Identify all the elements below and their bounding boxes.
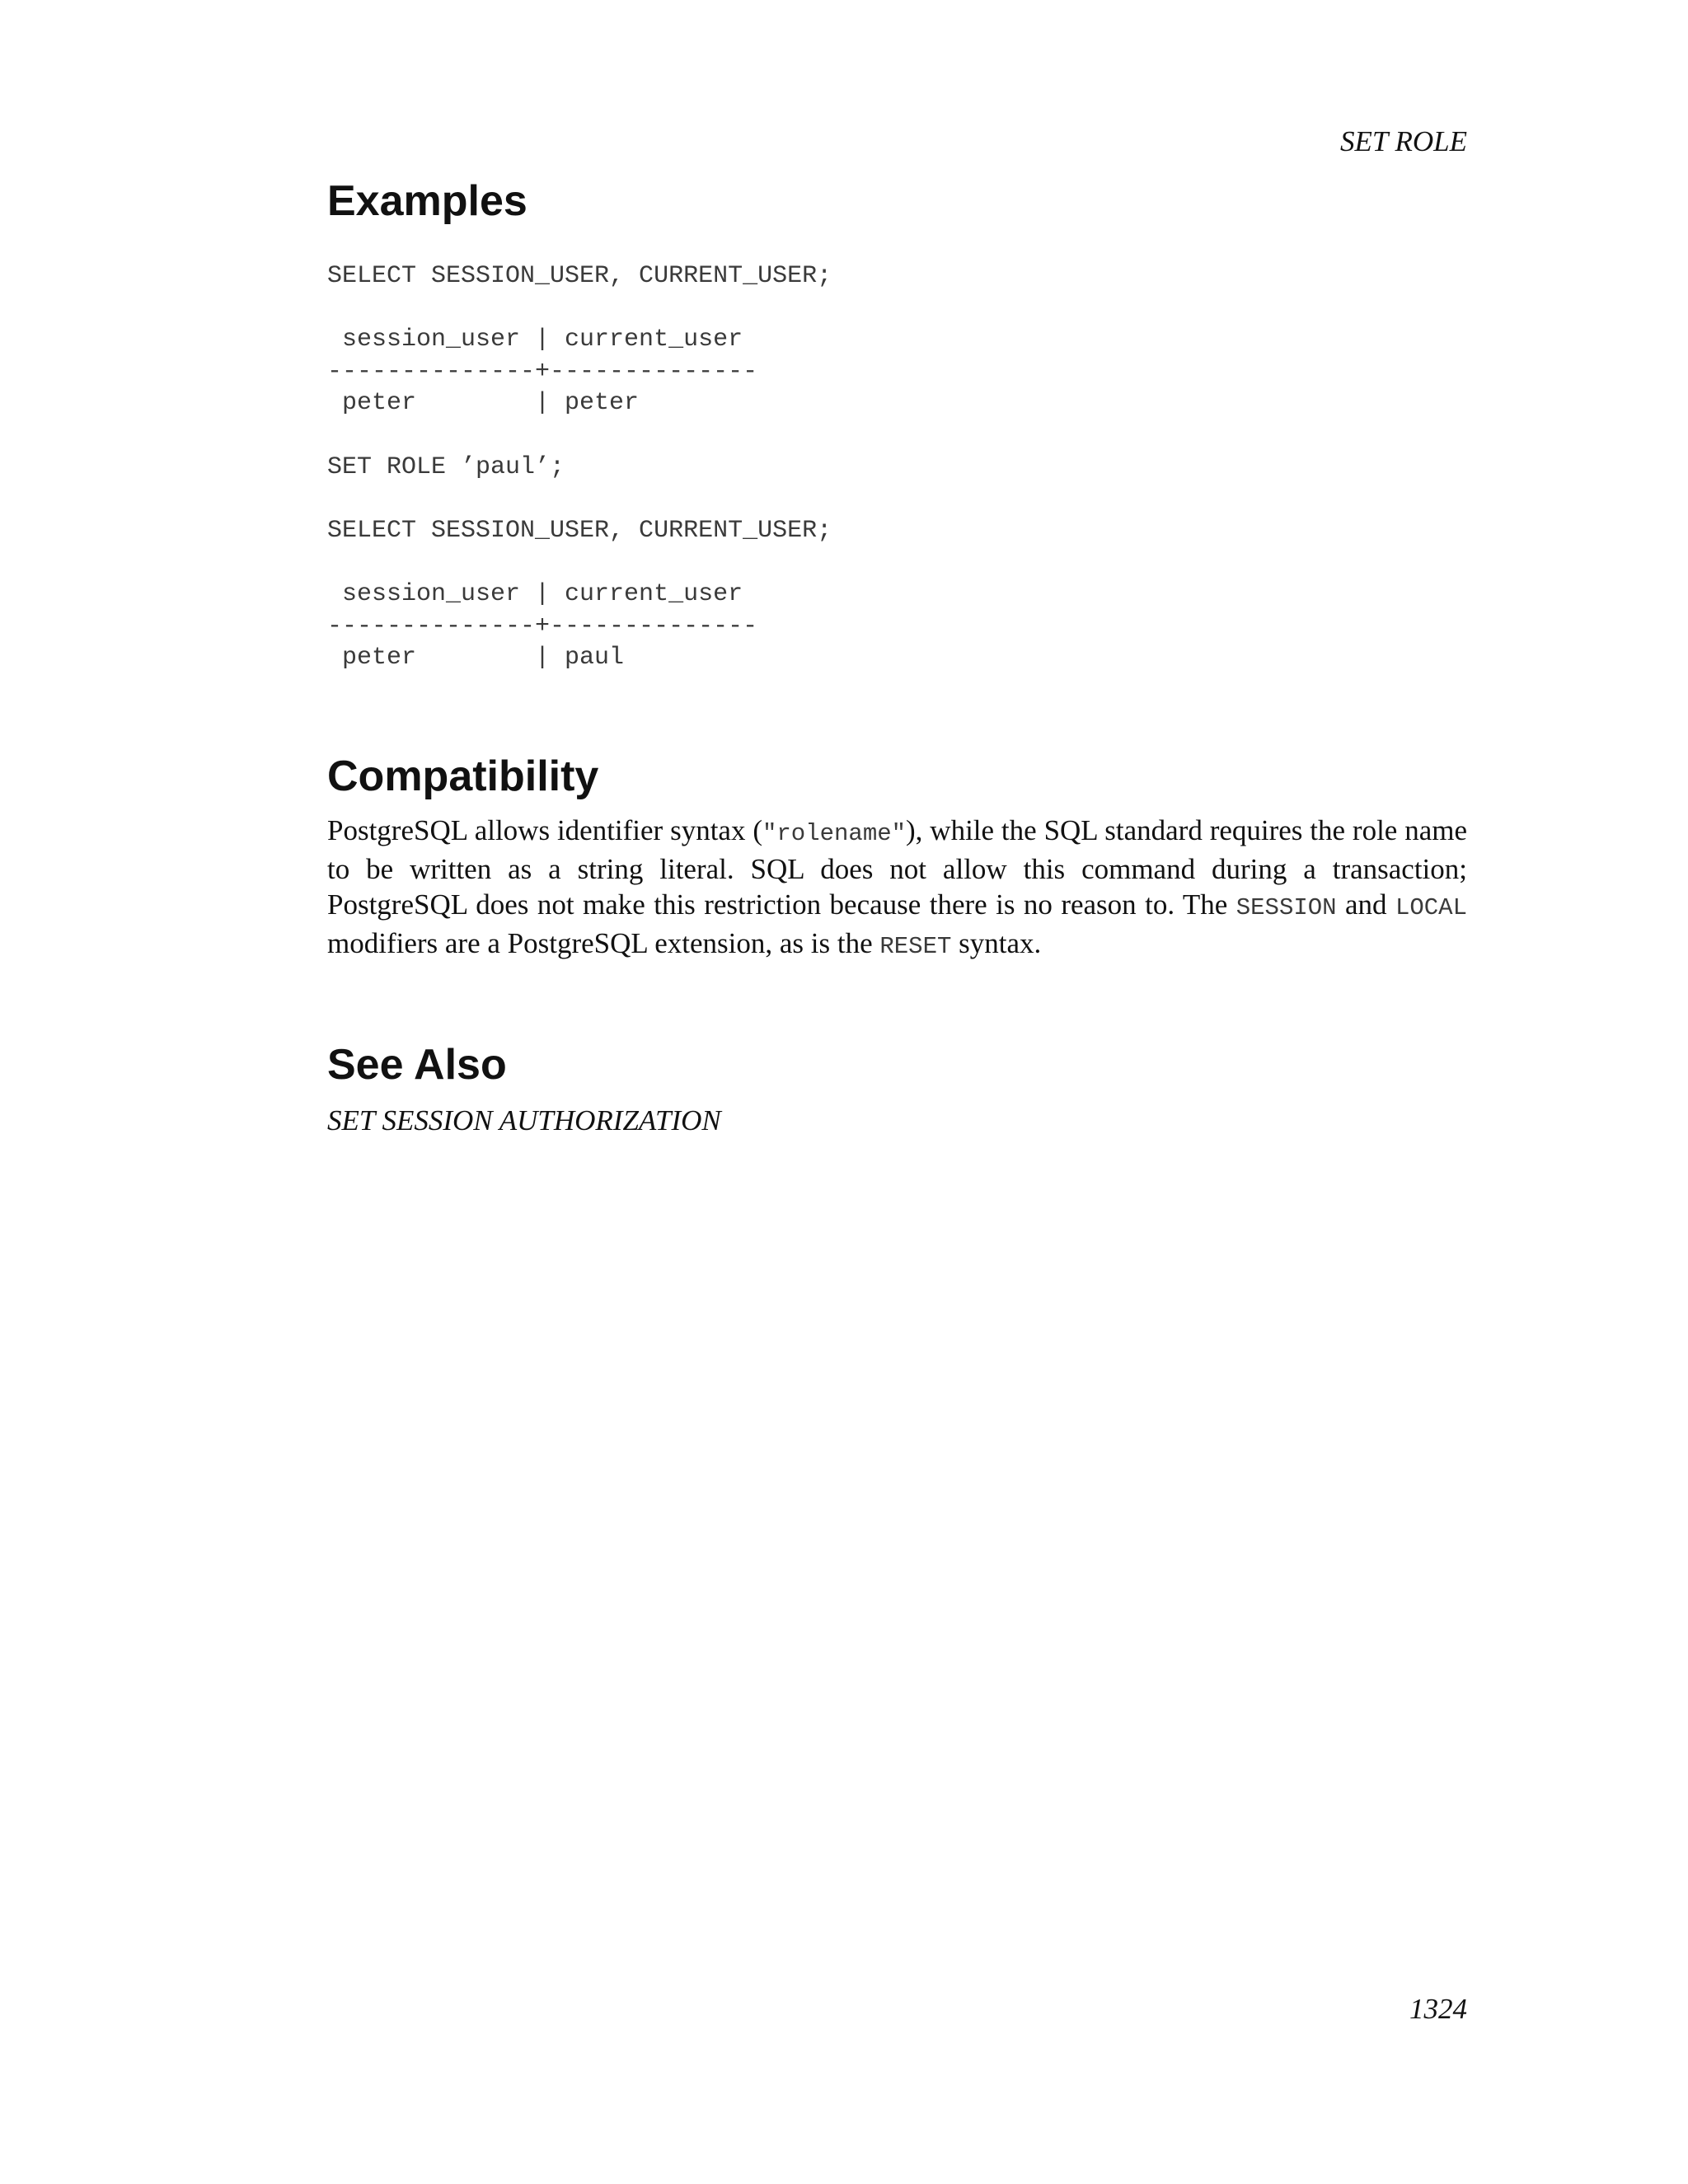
running-header: SET ROLE — [1340, 125, 1467, 157]
compat-text: modifiers are a PostgreSQL extension, as is the — [327, 926, 880, 959]
code-line: session_user | current_user — [327, 579, 743, 608]
inline-code-reset: RESET — [879, 932, 952, 960]
page-number: 1324 — [1409, 1993, 1467, 2025]
inline-code-local: LOCAL — [1395, 893, 1467, 921]
code-line: session_user | current_user — [327, 326, 743, 354]
compat-text: and — [1336, 888, 1395, 921]
code-line: SELECT SESSION_USER, CURRENT_USER; — [327, 262, 832, 290]
compat-text: ), while the SQL standard requires the role name to be written as a string literal. SQL does not allow this command during a transaction; PostgreSQL does not make this restriction because there is no reason to. The — [327, 813, 1467, 921]
code-line: --------------+-------------- — [327, 612, 758, 640]
page-content — [327, 175, 1467, 1139]
compat-text: syntax. — [951, 926, 1042, 959]
code-line: peter | peter — [327, 389, 640, 418]
code-line: --------------+-------------- — [327, 357, 758, 386]
see-also-link[interactable]: SET SESSION AUTHORIZATION — [327, 1104, 721, 1137]
code-line: SELECT SESSION_USER, CURRENT_USER; — [327, 516, 832, 545]
see-also-heading: See Also — [327, 1040, 507, 1089]
examples-code-block — [327, 260, 1467, 674]
code-line: peter | paul — [327, 644, 625, 673]
inline-code-rolename: "rolename" — [762, 819, 907, 847]
inline-code-session: SESSION — [1236, 893, 1337, 921]
code-line: SET ROLE ’paul’; — [327, 452, 565, 481]
compatibility-paragraph — [327, 813, 1467, 964]
compatibility-heading: Compatibility — [327, 752, 599, 800]
compat-text: PostgreSQL allows identifier syntax ( — [327, 813, 762, 846]
examples-heading: Examples — [327, 177, 528, 225]
